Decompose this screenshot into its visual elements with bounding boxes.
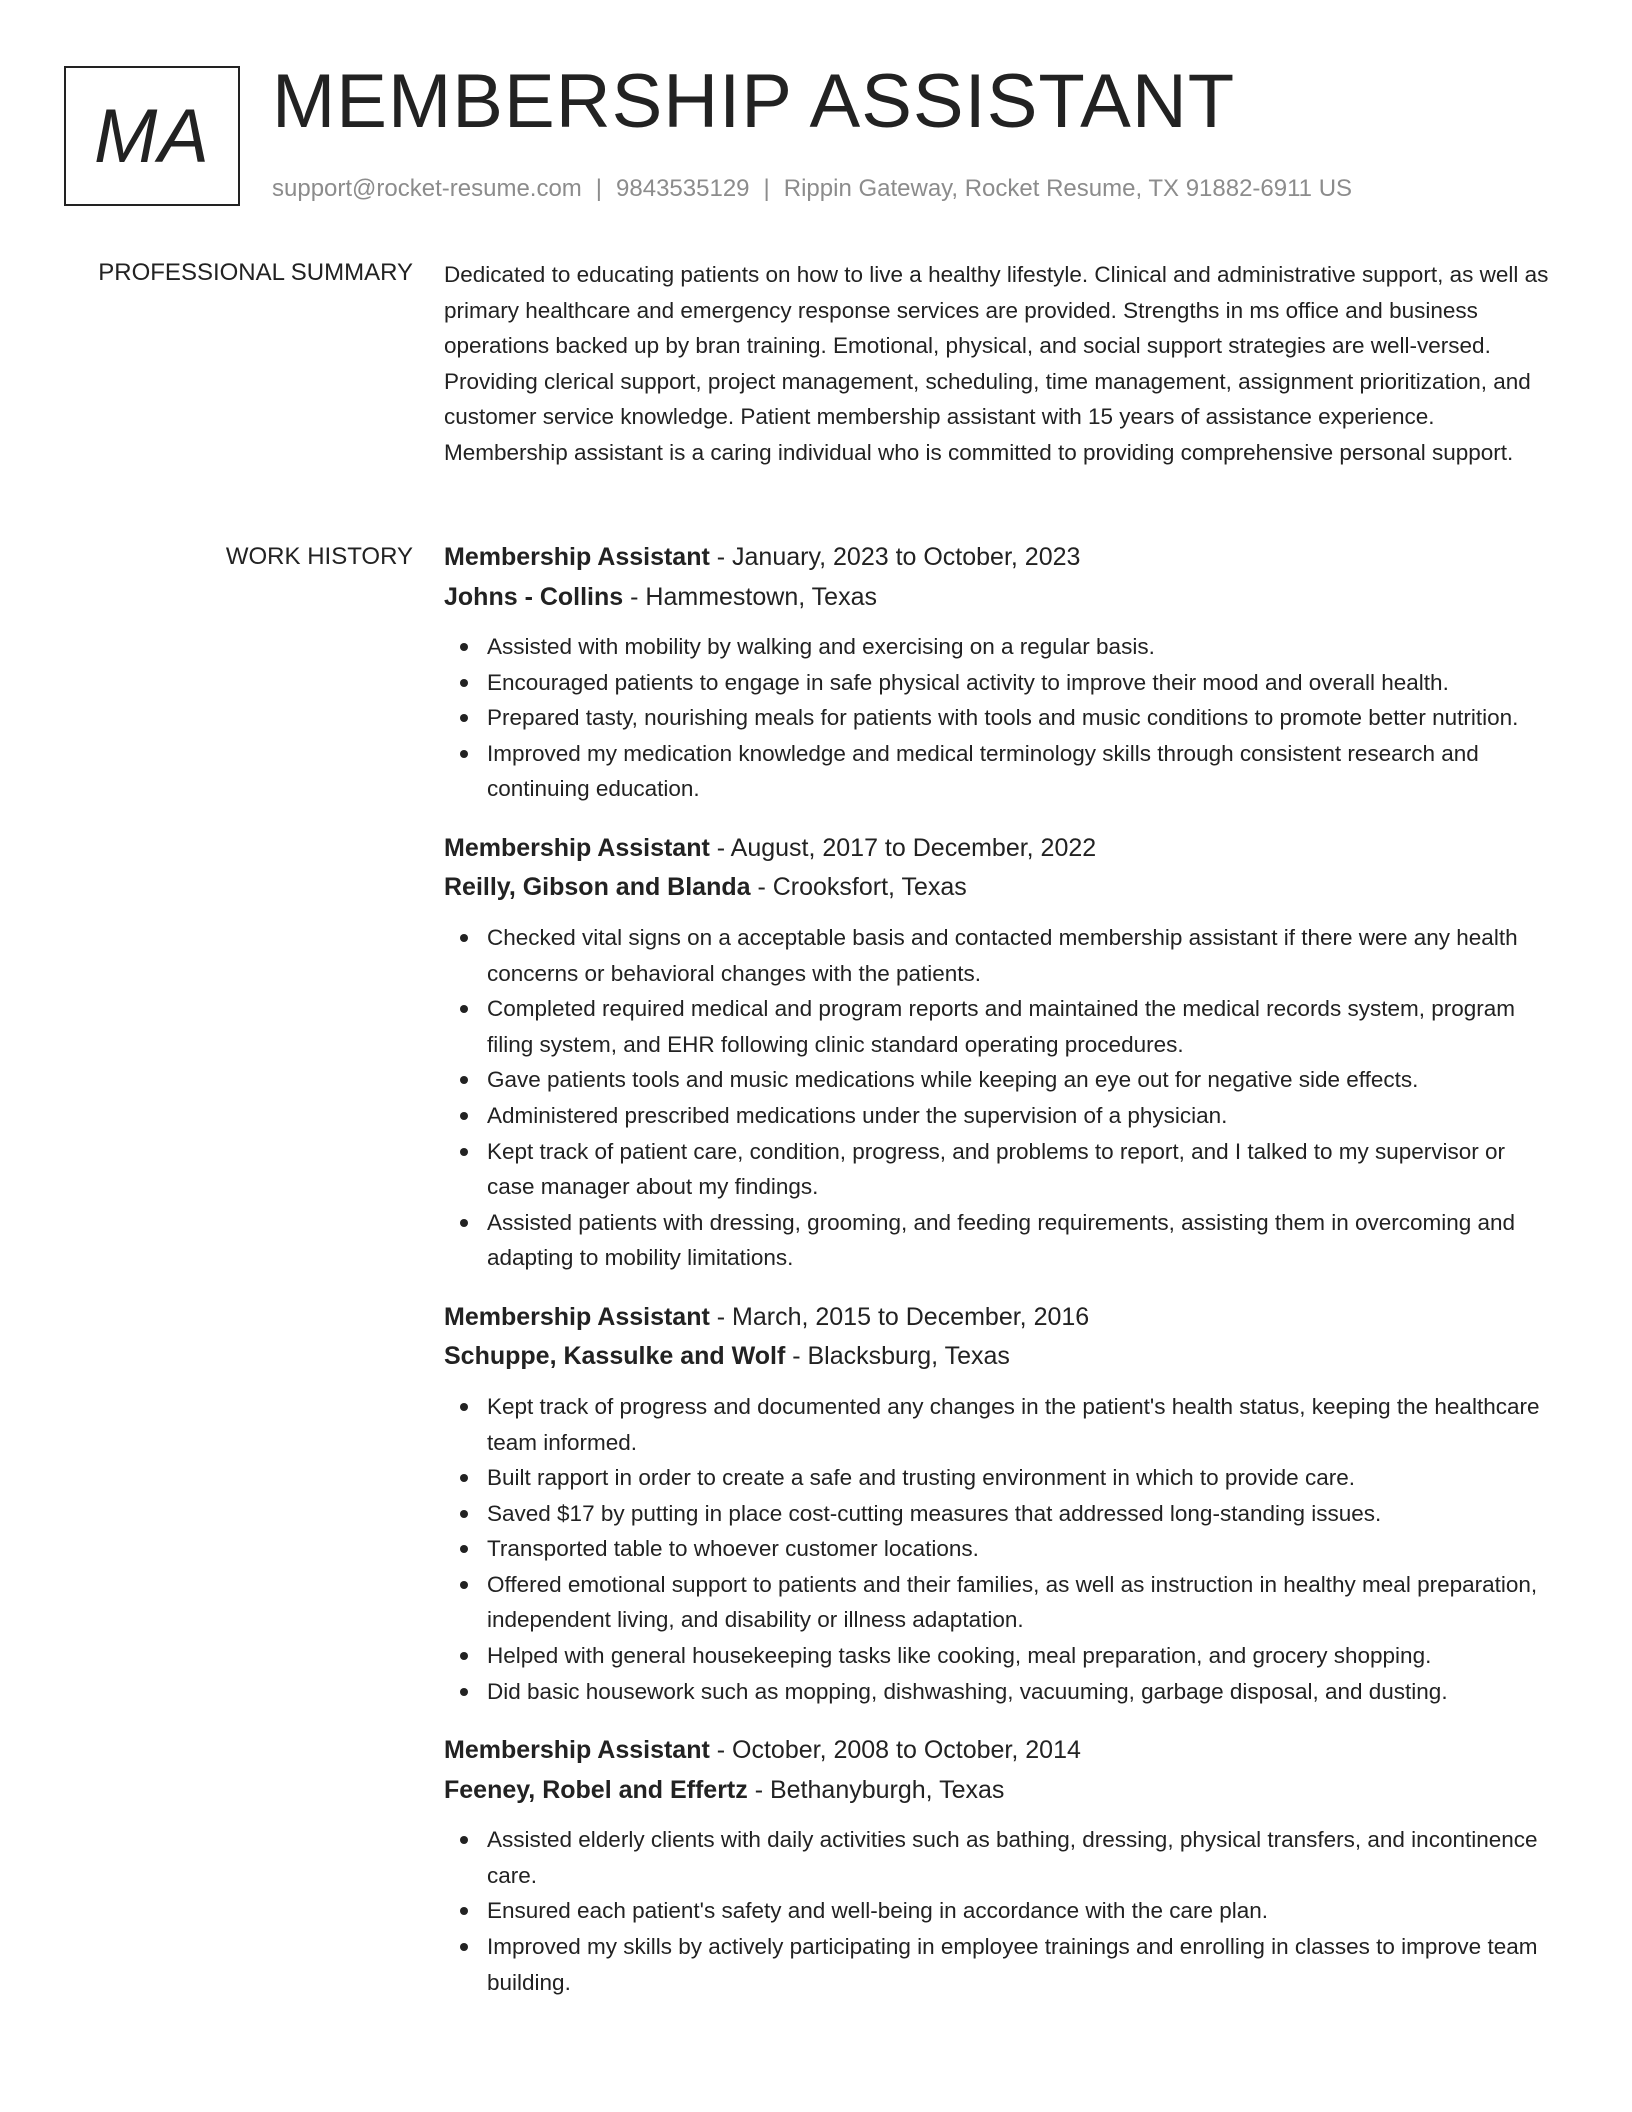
job-bullet: Offered emotional support to patients and their families, as well as instruction in healthy meal preparation, independent living, and disability or illness adaptation. bbox=[487, 1567, 1550, 1638]
contact-address: Rippin Gateway, Rocket Resume, TX 91882-6911 US bbox=[783, 175, 1353, 202]
job-title-line bbox=[444, 1731, 1550, 1771]
job-bullet: Encouraged patients to engage in safe physical activity to improve their mood and overall health. bbox=[487, 665, 1550, 701]
job-bullet: Ensured each patient's safety and well-being in accordance with the care plan. bbox=[487, 1893, 1550, 1929]
job-company-line bbox=[444, 578, 1550, 618]
job-bullet: Improved my skills by actively participating in employee trainings and enrolling in classes to improve team building. bbox=[487, 1929, 1550, 2000]
job-title-line bbox=[444, 1298, 1550, 1338]
job-bullet: Helped with general housekeeping tasks like cooking, meal preparation, and grocery shopping. bbox=[487, 1638, 1550, 1674]
job-location: - Blacksburg, Texas bbox=[785, 1342, 1010, 1371]
job-bullet: Checked vital signs on a acceptable basis and contacted membership assistant if there were any health concerns or behavioral changes with the patients. bbox=[487, 920, 1550, 991]
job-company: Johns - Collins bbox=[444, 582, 624, 611]
job-bullet: Improved my medication knowledge and medical terminology skills through consistent research and continuing education. bbox=[487, 736, 1550, 807]
job-entry bbox=[444, 1298, 1550, 1709]
job-bullet-list bbox=[444, 920, 1550, 1276]
job-bullet: Kept track of progress and documented any changes in the patient's health status, keeping the healthcare team informed. bbox=[487, 1389, 1550, 1460]
job-bullet: Did basic housework such as mopping, dishwashing, vacuuming, garbage disposal, and dusting. bbox=[487, 1674, 1550, 1710]
job-bullet: Built rapport in order to create a safe and trusting environment in which to provide care. bbox=[487, 1460, 1550, 1496]
job-company-line bbox=[444, 1337, 1550, 1377]
job-bullet: Transported table to whoever customer locations. bbox=[487, 1531, 1550, 1567]
job-bullet-list bbox=[444, 1822, 1550, 2000]
job-bullet: Kept track of patient care, condition, progress, and problems to report, and I talked to my supervisor or case manager about my findings. bbox=[487, 1134, 1550, 1205]
monogram-initials: MA bbox=[94, 93, 210, 179]
job-bullet: Assisted with mobility by walking and exercising on a regular basis. bbox=[487, 629, 1550, 665]
job-title: Membership Assistant bbox=[444, 543, 710, 571]
contact-separator: | bbox=[595, 175, 603, 202]
contact-line bbox=[272, 174, 1352, 204]
job-bullet: Prepared tasty, nourishing meals for patients with tools and music conditions to promote better nutrition. bbox=[487, 700, 1550, 736]
job-location: - Hammestown, Texas bbox=[623, 582, 877, 611]
candidate-name: MEMBERSHIP ASSISTANT bbox=[272, 59, 1236, 144]
job-bullet-list bbox=[444, 629, 1550, 807]
work-history-section-label: WORK HISTORY bbox=[225, 543, 413, 570]
summary-text: Dedicated to educating patients on how to live a healthy lifestyle. Clinical and administrative support, as well as primary healthcare and emergency response services are provided. Strengths in ms office and business operations backed up by bran training. Emotional, physical, and social support strategies are well-versed. Providing clerical support, project management, scheduling, time management, assignment prioritization, and customer service knowledge. Patient membership assistant with 15 years of assistance experience. Membership assistant is a caring individual who is committed to providing comprehensive personal support. bbox=[444, 262, 1549, 465]
job-company: Reilly, Gibson and Blanda bbox=[444, 873, 751, 902]
job-company: Schuppe, Kassulke and Wolf bbox=[444, 1342, 786, 1371]
job-bullet: Administered prescribed medications under the supervision of a physician. bbox=[487, 1098, 1550, 1134]
job-bullet: Assisted elderly clients with daily activities such as bathing, dressing, physical transfers, and incontinence care. bbox=[487, 1822, 1550, 1893]
job-bullet: Gave patients tools and music medications while keeping an eye out for negative side effects. bbox=[487, 1062, 1550, 1098]
job-title: Membership Assistant bbox=[444, 833, 710, 862]
job-bullet: Assisted patients with dressing, grooming, and feeding requirements, assisting them in overcoming and adapting to mobility limitations. bbox=[487, 1205, 1550, 1276]
job-dates: - August, 2017 to December, 2022 bbox=[709, 833, 1097, 862]
job-dates: - January, 2023 to October, 2023 bbox=[709, 543, 1081, 571]
contact-email: support@rocket-resume.com bbox=[272, 175, 582, 202]
job-company: Feeney, Robel and Effertz bbox=[444, 1775, 748, 1804]
work-history-section bbox=[444, 538, 1550, 2022]
contact-separator: | bbox=[763, 175, 770, 202]
job-location: - Crooksfort, Texas bbox=[750, 873, 967, 902]
job-company-line bbox=[444, 1771, 1550, 1811]
job-entry bbox=[444, 538, 1550, 807]
job-location: - Bethanyburgh, Texas bbox=[747, 1775, 1005, 1804]
job-bullet: Completed required medical and program reports and maintained the medical records system, program filing system, and EHR following clinic standard operating procedures. bbox=[487, 991, 1550, 1062]
job-title: Membership Assistant bbox=[444, 1736, 710, 1765]
job-title: Membership Assistant bbox=[444, 1302, 710, 1331]
job-dates: - October, 2008 to October, 2014 bbox=[709, 1736, 1081, 1765]
job-title-line bbox=[444, 829, 1550, 869]
job-entry bbox=[444, 829, 1550, 1276]
job-entry bbox=[444, 1731, 1550, 2000]
job-dates: - March, 2015 to December, 2016 bbox=[709, 1302, 1090, 1331]
job-bullet: Saved $17 by putting in place cost-cutting measures that addressed long-standing issues. bbox=[487, 1496, 1550, 1532]
contact-phone: 9843535129 bbox=[616, 175, 750, 202]
job-bullet-list bbox=[444, 1389, 1550, 1709]
job-company-line bbox=[444, 868, 1550, 908]
job-title-line bbox=[444, 538, 1550, 578]
summary-section bbox=[444, 257, 1550, 471]
summary-section-label: PROFESSIONAL SUMMARY bbox=[98, 259, 413, 286]
monogram-box bbox=[64, 66, 240, 206]
